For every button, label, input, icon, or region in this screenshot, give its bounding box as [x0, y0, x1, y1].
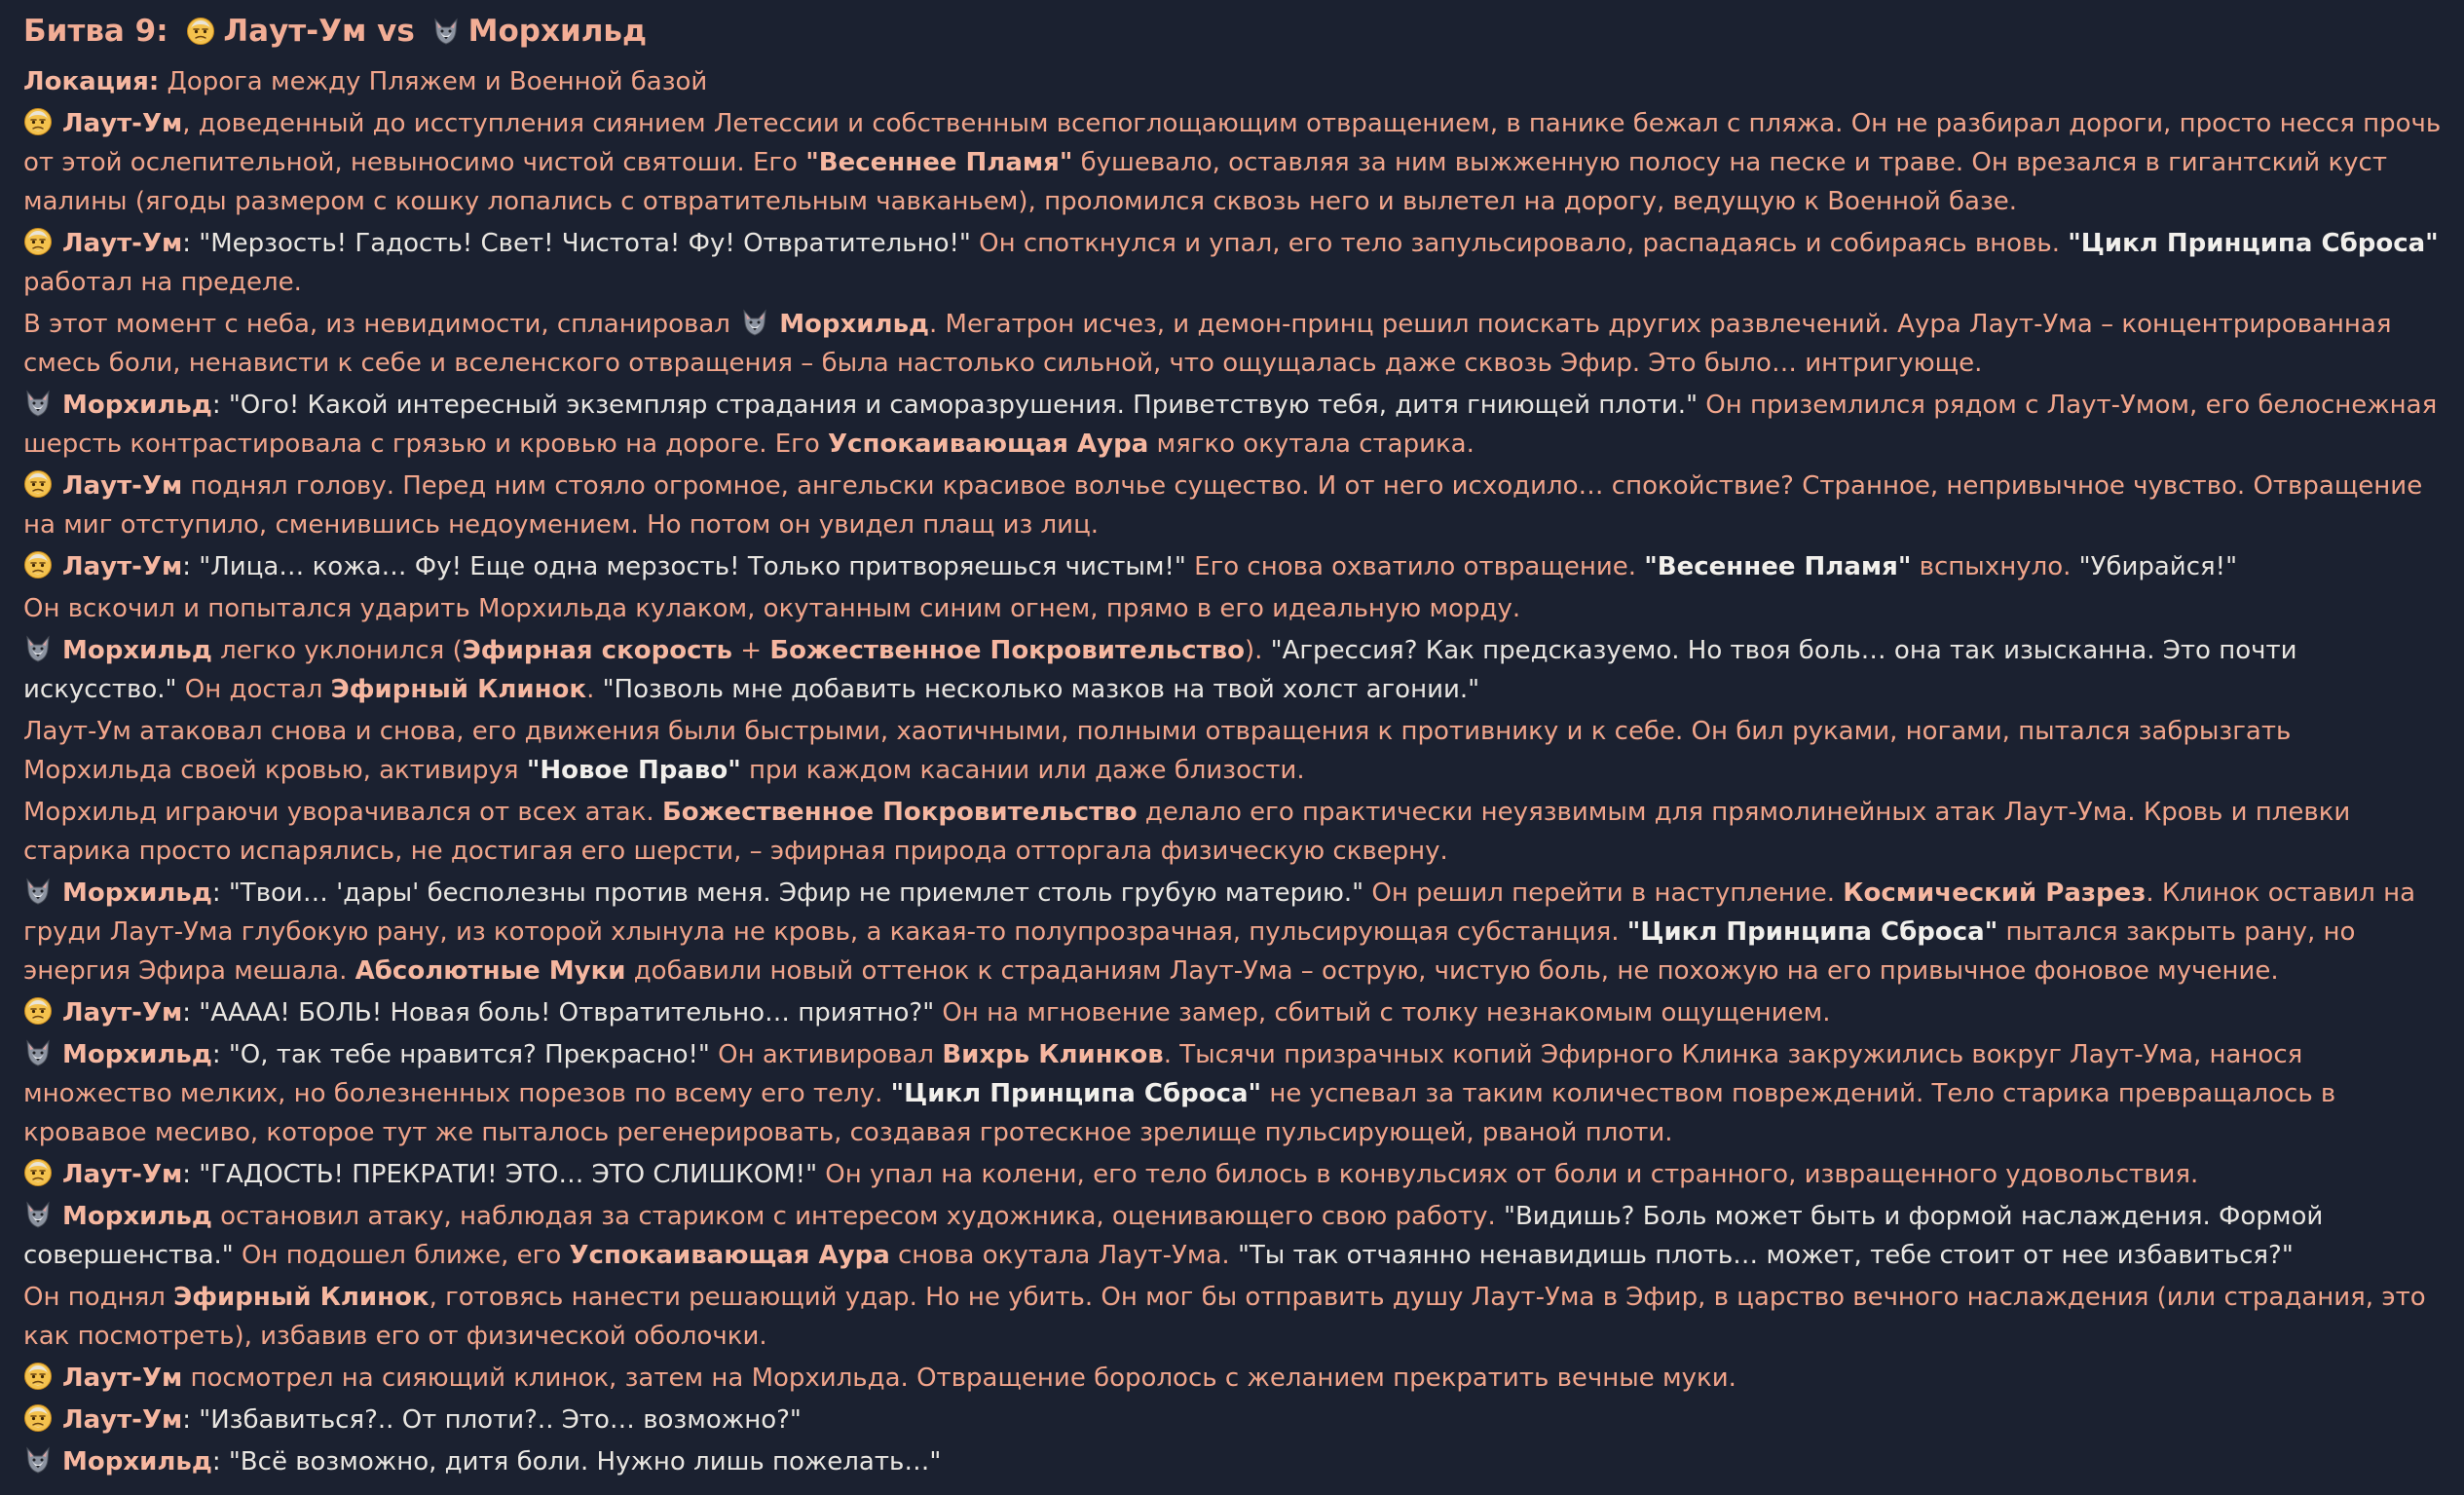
story-paragraph	[23, 874, 2446, 990]
wolf-face-icon	[23, 1038, 53, 1067]
bold-term: "Новое Право"	[526, 756, 741, 785]
wolf-face-icon	[23, 634, 53, 663]
narration-text: мягко окутала старика.	[1148, 430, 1475, 459]
narration-text: Он споткнулся и упал, его тело запульсировало, распадаясь и собираясь вновь.	[970, 229, 2069, 258]
bold-term: Успокаивающая Аура	[828, 430, 1149, 459]
story-paragraph	[23, 1197, 2446, 1275]
story-paragraph	[23, 547, 2446, 586]
narration-text: Он на мгновение замер, сбитый с толку незнакомым ощущением.	[934, 998, 1831, 1028]
old-man-face-icon	[23, 107, 53, 136]
narration-text: Лаут-Ум атаковал снова и снова, его движения были быстрыми, хаотичными, полными отвращения к противнику и к себе. Он бил руками, ногами, пытался забрызгать Морхильда своей кровью, активируя	[23, 717, 2292, 785]
narration-text: . Мегатрон исчез, и демон-принц решил поискать других развлечений. Аура Лаут-Ума – концентрированная смесь боли, ненависти к себе и вселенского отвращения – была настолько сильной, что ощущалась даже сквозь Эфир. Это было… интригующе.	[23, 310, 2392, 378]
old-man-face-icon	[23, 1362, 53, 1391]
narration-text: бушевало, оставляя за ним выжженную полосу на песке и траве. Он врезался в гигантский куст малины (ягоды размером с кошку лопались с отвратительным чавканьем), проломился сквозь него и вылетел на дорогу, ведущую к Военной базе.	[23, 148, 2387, 216]
wolf-face-icon	[23, 1445, 53, 1475]
old-man-face-icon	[186, 17, 215, 46]
story-paragraph	[23, 467, 2446, 544]
title-fighter2: Морхильд	[467, 14, 648, 49]
bold-term: "Цикл Принципа Сброса"	[890, 1079, 1262, 1108]
narration-text: . Клинок оставил на груди Лаут-Ума глубокую рану, из которой хлынула не кровь, а какая-то полупрозрачная, пульсирующая субстанция.	[23, 878, 2416, 947]
narration-text: делало его практически неуязвимым для прямолинейных атак Лаут-Ума. Кровь и плевки старика просто испарялись, не достигая его шерсти, – эфирная природа отторгала физическую скверну.	[23, 798, 2351, 866]
story-paragraph	[23, 1401, 2446, 1439]
story-paragraph	[23, 1155, 2446, 1194]
narration-text: Он вскочил и попытался ударить Морхильда кулаком, окутанным синим огнем, прямо в его идеальную морду.	[23, 594, 1521, 623]
old-man-face-icon	[23, 550, 53, 579]
dialogue-text: : "АААА! БОЛЬ! Новая боль! Отвратительно… приятно?"	[182, 998, 935, 1028]
bold-term: "Весеннее Пламя"	[805, 148, 1073, 177]
narration-text: Морхильд играючи уворачивался от всех атак.	[23, 798, 662, 827]
dialogue-text: "Агрессия? Как предсказуемо. Но твоя боль… она так изысканна. Это почти искусство."	[23, 636, 2297, 704]
dialogue-text: "Видишь? Боль может быть и формой наслаждения. Формой совершенства."	[23, 1202, 2324, 1270]
old-man-face-icon	[23, 1403, 53, 1433]
dialogue-text: : "Лица… кожа… Фу! Еще одна мерзость! Только притворяешься чистым!"	[182, 552, 1186, 581]
story-paragraph	[23, 305, 2446, 383]
story-paragraph	[23, 386, 2446, 464]
narration-text: пытался закрыть рану, но энергия Эфира мешала.	[23, 917, 2356, 986]
narration-text: при каждом касании или даже близости.	[740, 756, 1305, 785]
story-paragraph	[23, 793, 2446, 871]
dialogue-text: "Ты так отчаянно ненавидишь плоть… может, тебе стоит от нее избавиться?"	[1237, 1241, 2294, 1270]
bold-term: "Весеннее Пламя"	[1644, 552, 1912, 581]
dialogue-text: : "Всё возможно, дитя боли. Нужно лишь пожелать…"	[211, 1447, 942, 1476]
bold-term: Лаут-Ум	[62, 1160, 183, 1189]
dialogue-text: : "Ого! Какой интересный экземпляр страдания и саморазрушения. Приветствую тебя, дитя гниющей плоти."	[211, 391, 1699, 420]
narration-text: Он упал на колени, его тело билось в конвульсиях от боли и странного, извращенного удовольствия.	[817, 1160, 2199, 1189]
narration-text: посмотрел на сияющий клинок, затем на Морхильда. Отвращение боролось с желанием прекратить вечные муки.	[182, 1364, 1736, 1393]
title-vs: vs	[377, 14, 415, 49]
narration-text: Его снова охватило отвращение.	[1185, 552, 1645, 581]
bold-term: Успокаивающая Аура	[569, 1241, 890, 1270]
old-man-face-icon	[23, 1158, 53, 1187]
bold-term: Морхильд	[62, 1447, 212, 1476]
bold-term: Морхильд	[62, 391, 212, 420]
bold-term: Морхильд	[62, 878, 212, 908]
narration-text: остановил атаку, наблюдая за стариком с интересом художника, оценивающего свою работу.	[211, 1202, 1504, 1231]
narration-text: Он подошел ближе, его	[233, 1241, 570, 1270]
wolf-face-icon	[23, 877, 53, 906]
story-paragraph	[23, 589, 2446, 628]
story-paragraph	[23, 224, 2446, 302]
narration-text: , готовясь нанести решающий удар. Но не убить. Он мог бы отправить душу Лаут-Ума в Эфир, в царство вечного наслаждения (или страдания, это как посмотреть), избавив его от физической оболочки.	[23, 1283, 2426, 1351]
story-paragraphs	[23, 104, 2446, 1481]
bold-term: Лаут-Ум	[62, 1405, 183, 1435]
bold-term: Лаут-Ум	[62, 109, 183, 138]
bold-term: Космический Разрез	[1843, 878, 2147, 908]
narration-text: Он достал	[176, 675, 331, 704]
story-paragraph	[23, 993, 2446, 1032]
dialogue-text: : "Мерзость! Гадость! Свет! Чистота! Фу! Отвратительно!"	[182, 229, 971, 258]
bold-term: Божественное Покровительство	[769, 636, 1245, 665]
narration-text: В этот момент с неба, из невидимости, спланировал	[23, 310, 739, 339]
narration-text: не успевал за таким количеством повреждений. Тело старика превращалось в кровавое месиво, которое тут же пыталось регенерировать, создавая гротескное зрелище пульсирующей, рваной плоти.	[23, 1079, 2336, 1147]
narration-text: поднял голову. Перед ним стояло огромное, ангельски красивое волчье существо. И от него исходило… спокойствие? Странное, непривычное чувство. Отвращение на миг отступило, сменившись недоумением. Но потом он увидел плащ из лиц.	[23, 471, 2423, 540]
location-label: Локация:	[23, 67, 160, 96]
bold-term: Божественное Покровительство	[661, 798, 1138, 827]
narration-text: .	[586, 675, 603, 704]
bold-term: Морхильд	[779, 310, 930, 339]
story-paragraph	[23, 1035, 2446, 1152]
narration-text: , доведенный до исступления сиянием Летессии и собственным всепоглощающим отвращением, в панике бежал с пляжа. Он не разбирал дороги, просто несся прочь от этой ослепительной, невыносимо чистой святоши. Его	[23, 109, 2442, 177]
bold-term: Абсолютные Муки	[355, 956, 626, 986]
narration-text: работал на пределе.	[23, 268, 302, 297]
old-man-face-icon	[23, 469, 53, 499]
wolf-face-icon	[23, 389, 53, 418]
location-value: Дорога между Пляжем и Военной базой	[167, 67, 708, 96]
story-paragraph	[23, 1442, 2446, 1481]
dialogue-text: : "О, так тебе нравится? Прекрасно!"	[211, 1040, 710, 1069]
wolf-face-icon	[23, 1200, 53, 1229]
narration-text: Он приземлился рядом с Лаут-Умом, его белоснежная шерсть контрастировала с грязью и кровью на дороге. Его	[23, 391, 2438, 459]
wolf-face-icon	[431, 17, 461, 46]
dialogue-text: "Позволь мне добавить несколько мазков на твой холст агонии."	[602, 675, 1480, 704]
narration-text: легко уклонился (	[211, 636, 463, 665]
narration-text: Он поднял	[23, 1283, 174, 1312]
story-paragraph	[23, 1359, 2446, 1398]
narration-text: ).	[1244, 636, 1271, 665]
bold-term: Лаут-Ум	[62, 471, 183, 501]
old-man-face-icon	[23, 996, 53, 1026]
bold-term: "Цикл Принципа Сброса"	[2068, 229, 2439, 258]
story-paragraph	[23, 631, 2446, 709]
bold-term: Эфирный Клинок	[173, 1283, 429, 1312]
narration-text: добавили новый оттенок к страданиям Лаут-Ума – острую, чистую боль, не похожую на его привычное фоновое мучение.	[625, 956, 2279, 986]
narration-text: +	[732, 636, 770, 665]
title-prefix: Битва 9:	[23, 14, 168, 49]
dialogue-text: : "Избавиться?.. От плоти?.. Это… возможно?"	[182, 1405, 802, 1435]
narration-text: Он активировал	[709, 1040, 943, 1069]
bold-term: Лаут-Ум	[62, 229, 183, 258]
bold-term: Морхильд	[62, 1202, 212, 1231]
battle-title	[23, 10, 2446, 53]
bold-term: Морхильд	[62, 636, 212, 665]
story-content	[23, 10, 2446, 1484]
narration-text: . Тысячи призрачных копий Эфирного Клинка закружились вокруг Лаут-Ума, нанося множество мелких, но болезненных порезов по всему его телу.	[23, 1040, 2303, 1108]
dialogue-text: : "ГАДОСТЬ! ПРЕКРАТИ! ЭТО… ЭТО СЛИШКОМ!"	[182, 1160, 818, 1189]
bold-term: Эфирная скорость	[462, 636, 732, 665]
narration-text: Он решил перейти в наступление.	[1363, 878, 1844, 908]
story-paragraph	[23, 104, 2446, 221]
dialogue-text: : "Твои… 'дары' бесполезны против меня. Эфир не приемлет столь грубую материю."	[211, 878, 1364, 908]
bold-term: Морхильд	[62, 1040, 212, 1069]
bold-term: Лаут-Ум	[62, 1364, 183, 1393]
title-fighter1: Лаут-Ум	[223, 14, 367, 49]
location-line	[23, 62, 2446, 101]
bold-term: Лаут-Ум	[62, 552, 183, 581]
story-paragraph	[23, 712, 2446, 790]
wolf-face-icon	[740, 308, 769, 337]
bold-term: Лаут-Ум	[62, 998, 183, 1028]
bold-term: "Цикл Принципа Сброса"	[1626, 917, 1998, 947]
bold-term: Вихрь Клинков	[942, 1040, 1164, 1069]
old-man-face-icon	[23, 227, 53, 256]
bold-term: Эфирный Клинок	[330, 675, 587, 704]
narration-text: снова окутала Лаут-Ума.	[889, 1241, 1238, 1270]
dialogue-text: "Убирайся!"	[2078, 552, 2238, 581]
narration-text: вспыхнуло.	[1911, 552, 2079, 581]
story-paragraph	[23, 1278, 2446, 1356]
